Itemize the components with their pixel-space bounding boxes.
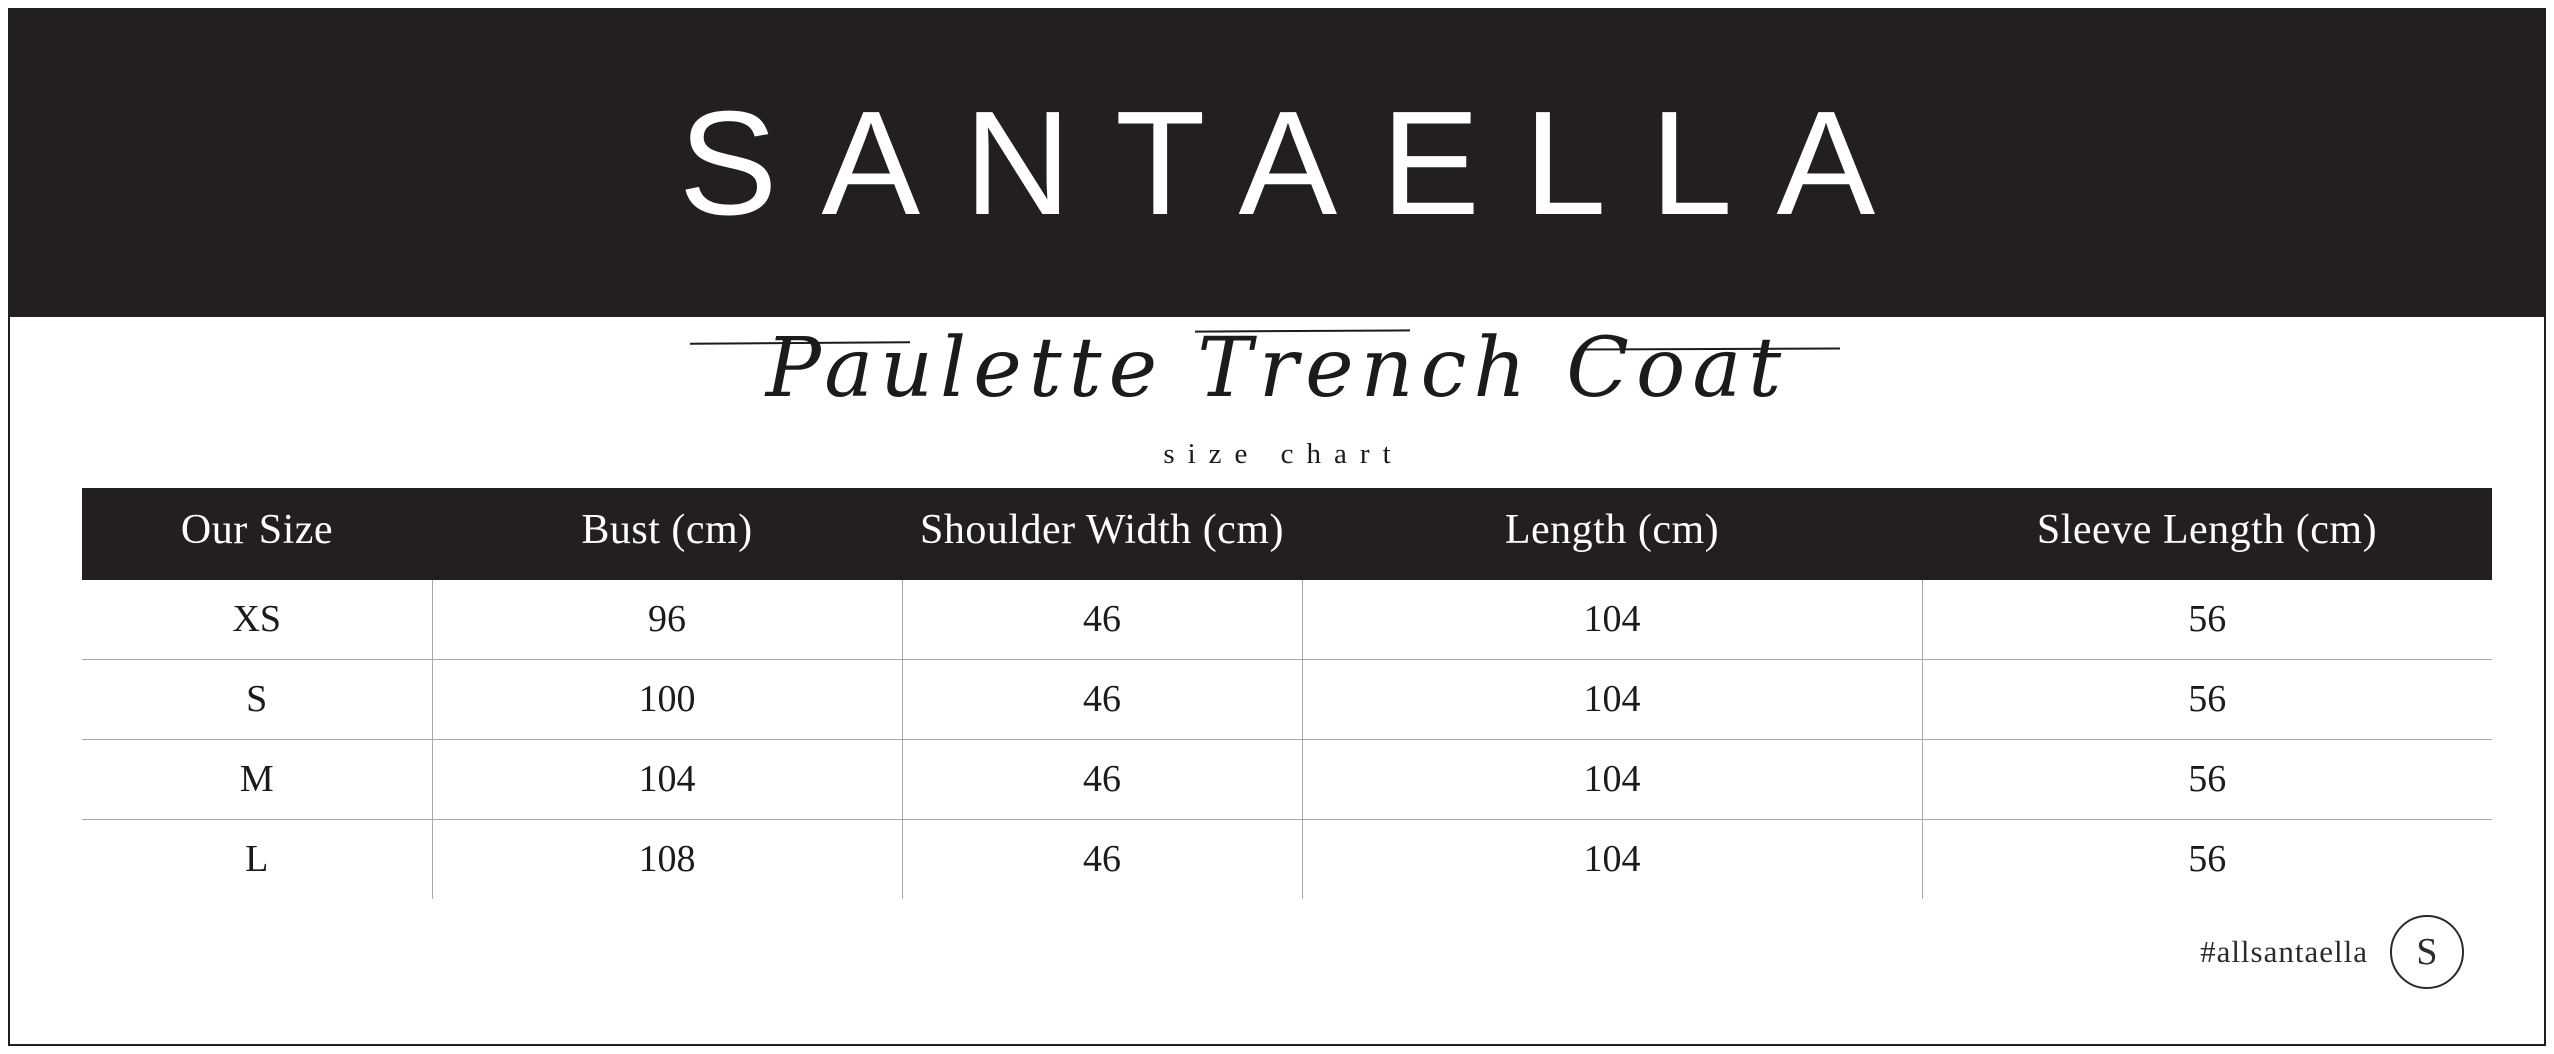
size-table [82, 488, 2492, 899]
column-header-sleeve-length: Sleeve Length (cm) [1922, 488, 2492, 580]
cell-bust: 104 [432, 740, 902, 820]
cell-shoulder: 46 [902, 660, 1302, 740]
size-chart-subtitle: size chart [1163, 438, 1404, 470]
cell-sleeve: 56 [1922, 740, 2492, 820]
table-header-row [82, 488, 2492, 580]
column-header-shoulder-width: Shoulder Width (cm) [902, 488, 1302, 580]
hashtag-label: #allsantaella [2200, 934, 2368, 969]
cell-bust: 100 [432, 660, 902, 740]
column-header-bust: Bust (cm) [432, 488, 902, 580]
column-header-our-size: Our Size [82, 488, 432, 580]
cell-bust: 108 [432, 820, 902, 900]
cell-length: 104 [1302, 820, 1922, 900]
size-table-body [82, 580, 2492, 899]
cell-length: 104 [1302, 660, 1922, 740]
table-row [82, 660, 2492, 740]
table-row [82, 820, 2492, 900]
brand-band [10, 10, 2544, 317]
page-frame [8, 8, 2546, 1046]
cell-bust: 96 [432, 580, 902, 660]
column-header-length: Length (cm) [1302, 488, 1922, 580]
footer [2200, 915, 2464, 989]
table-row [82, 580, 2492, 660]
cell-shoulder: 46 [902, 580, 1302, 660]
table-row [82, 740, 2492, 820]
cell-shoulder: 46 [902, 820, 1302, 900]
cell-sleeve: 56 [1922, 580, 2492, 660]
cell-sleeve: 56 [1922, 660, 2492, 740]
brand-monogram-badge: S [2390, 915, 2464, 989]
cell-length: 104 [1302, 580, 1922, 660]
cell-size: S [82, 660, 432, 740]
cell-size: L [82, 820, 432, 900]
product-name: Paulette Trench Coat [765, 321, 1789, 416]
size-table-container [82, 488, 2492, 899]
cell-size: XS [82, 580, 432, 660]
cell-shoulder: 46 [902, 740, 1302, 820]
cell-sleeve: 56 [1922, 820, 2492, 900]
brand-title: SANTAELLA [678, 80, 1920, 246]
size-table-header [82, 488, 2492, 580]
cell-length: 104 [1302, 740, 1922, 820]
cell-size: M [82, 740, 432, 820]
